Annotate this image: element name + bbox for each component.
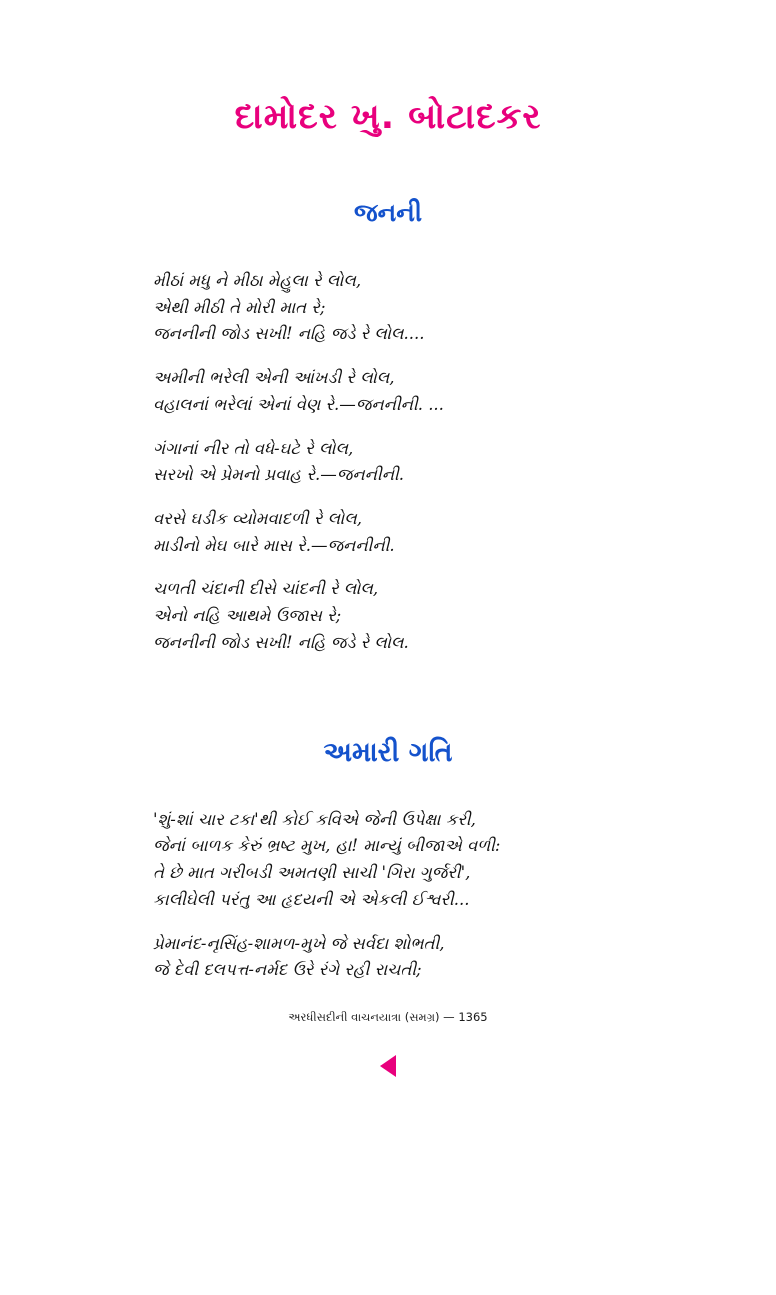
stanza	[153, 576, 623, 656]
poem-line: સરખો એ પ્રેમનો પ્રવાહ રે.—જનનીની.	[153, 465, 404, 485]
stanza	[153, 807, 623, 914]
poem-line: જનનીની જોડ સખી! નહિ જડે રે લોલ.	[153, 632, 409, 652]
poem-line: જનનીની જોડ સખી! નહિ જડે રે લોલ....	[153, 324, 425, 344]
poem-line: 'શું-શાં ચાર ટકા'થી કોઈ કવિએ જેની ઉપેક્ષા કરી,	[153, 809, 476, 829]
poem-line: મીઠાં મધુ ને મીઠા મેહુલા રે લોલ,	[153, 271, 362, 290]
stanza	[153, 365, 623, 418]
previous-page-arrow-icon[interactable]	[380, 1055, 396, 1077]
source-footnote: અરધીસદીની વાચનયાત્રા (સમગ્ર) — 1365	[288, 1009, 488, 1024]
poem-title-1: જનની	[353, 198, 423, 227]
poem-body-1	[153, 268, 623, 657]
poem-line: વરસે ઘડીક વ્યોમવાદળી રે લોલ,	[153, 509, 362, 529]
stanza	[153, 931, 623, 984]
poem-line: ગંગાનાં નીર તો વધે-ઘટે રે લોલ,	[153, 438, 354, 458]
poem-line: એનો નહિ આથમે ઉજાસ રે;	[153, 606, 342, 626]
poem-line: એથી મીઠી તે મોરી માત રે;	[153, 297, 326, 317]
navigation-area	[0, 1039, 776, 1077]
poem-line: જેનાં બાળક કેરું ભ્રષ્ટ મુખ, હા! માન્યું બીજાએ વળી:	[153, 836, 501, 856]
document-page	[0, 96, 776, 1295]
stanza	[153, 436, 623, 489]
author-heading: દામોદર ખુ. બોટાદકર	[234, 97, 542, 137]
poem-line: ચળતી ચંદાની દીસે ચાંદની રે લોલ,	[153, 579, 379, 599]
stanza	[153, 268, 623, 348]
poem-body-2	[153, 807, 623, 984]
poem-line: વહાલનાં ભરેલાં એનાં વેણ રે.—જનનીની. ...	[153, 394, 444, 414]
poem-line: જે દેવી દલપત્ત-નર્મદ ઉરે રંગે રહી રાચતી;	[153, 960, 422, 980]
poem-line: તે છે માત ગરીબડી અમતણી સાચી 'ગિરા ગુર્જરી',	[153, 863, 471, 883]
poem-title-2: અમારી ગતિ	[323, 736, 453, 768]
stanza	[153, 506, 623, 559]
poem-line: કાલીઘેલી પરંતુ આ હૃદયની એ એકલી ઈશ્વરી...	[153, 889, 470, 909]
poem-line: પ્રેમાનંદ-નૃસિંહ-શામળ-મુખે જે સર્વદા શોભતી,	[153, 933, 445, 953]
poem-line: માડીનો મેઘ બારે માસ રે.—જનનીની.	[153, 535, 395, 555]
poem-line: અમીની ભરેલી એની આંખડી રે લોલ,	[153, 368, 395, 388]
